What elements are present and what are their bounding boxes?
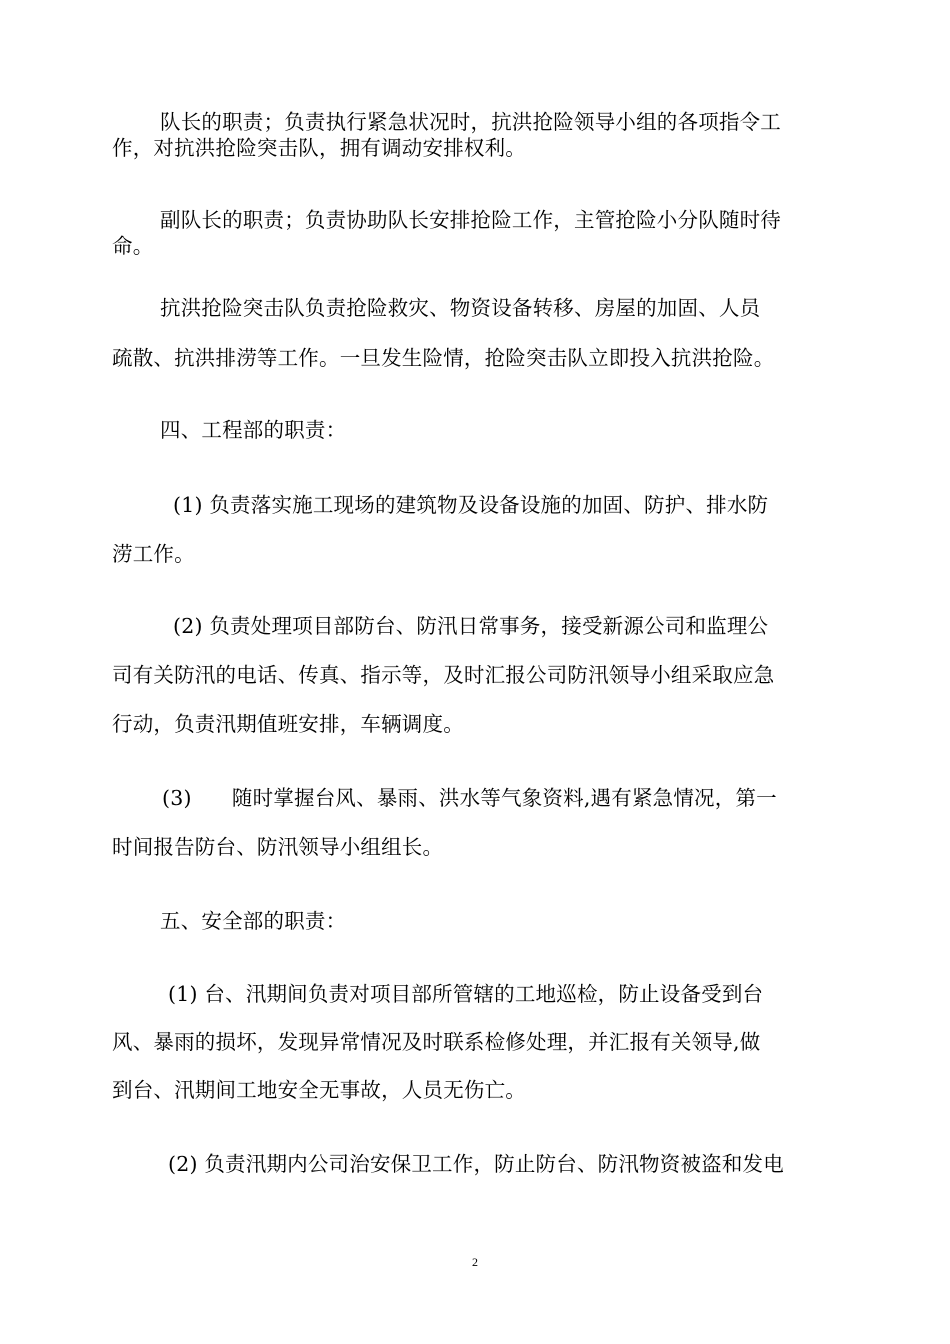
safety-item-2-line-1: (2) 负责汛期内公司治安保卫工作，防止防台、防汛物资被盗和发电: [168, 1152, 784, 1176]
paragraph-2-line-1: 副队长的职责；负责协助队长安排抢险工作，主管抢险小分队随时待: [160, 208, 781, 232]
paragraph-1-line-2: 作，对抗洪抢险突击队，拥有调动安排权利。: [112, 136, 526, 160]
engineering-item-1-line-1: (1) 负责落实施工现场的建筑物及设备设施的加固、防护、排水防: [173, 493, 769, 517]
engineering-item-2-line-3: 行动，负责汛期值班安排，车辆调度。: [112, 712, 464, 736]
engineering-item-1-line-2: 涝工作。: [112, 542, 195, 566]
paragraph-2-line-2: 命。: [112, 234, 154, 258]
page-number: 2: [472, 1255, 478, 1269]
paragraph-3-line-2: 疏散、抗洪排涝等工作。一旦发生险情，抢险突击队立即投入抗洪抢险。: [112, 346, 775, 370]
section-heading-safety: 五、安全部的职责：: [160, 909, 347, 933]
section-heading-engineering: 四、工程部的职责：: [160, 418, 347, 442]
engineering-item-2-line-2: 司有关防汛的电话、传真、指示等，及时汇报公司防汛领导小组采取应急: [112, 663, 775, 687]
paragraph-1-line-1: 队长的职责；负责执行紧急状况时，抗洪抢险领导小组的各项指令工: [160, 110, 781, 134]
engineering-item-2-line-1: (2) 负责处理项目部防台、防汛日常事务，接受新源公司和监理公: [173, 614, 769, 638]
engineering-item-3-line-1: (3) 随时掌握台风、暴雨、洪水等气象资料,遇有紧急情况，第一: [162, 786, 777, 810]
safety-item-1-line-2: 风、暴雨的损坏，发现异常情况及时联系检修处理，并汇报有关领导,做: [112, 1030, 761, 1054]
engineering-item-3-line-2: 时间报告防台、防汛领导小组组长。: [112, 835, 444, 859]
paragraph-3-line-1: 抗洪抢险突击队负责抢险救灾、物资设备转移、房屋的加固、人员: [160, 296, 761, 320]
safety-item-1-line-3: 到台、汛期间工地安全无事故，人员无伤亡。: [112, 1078, 526, 1102]
safety-item-1-line-1: (1) 台、汛期间负责对项目部所管辖的工地巡检，防止设备受到台: [168, 982, 764, 1006]
